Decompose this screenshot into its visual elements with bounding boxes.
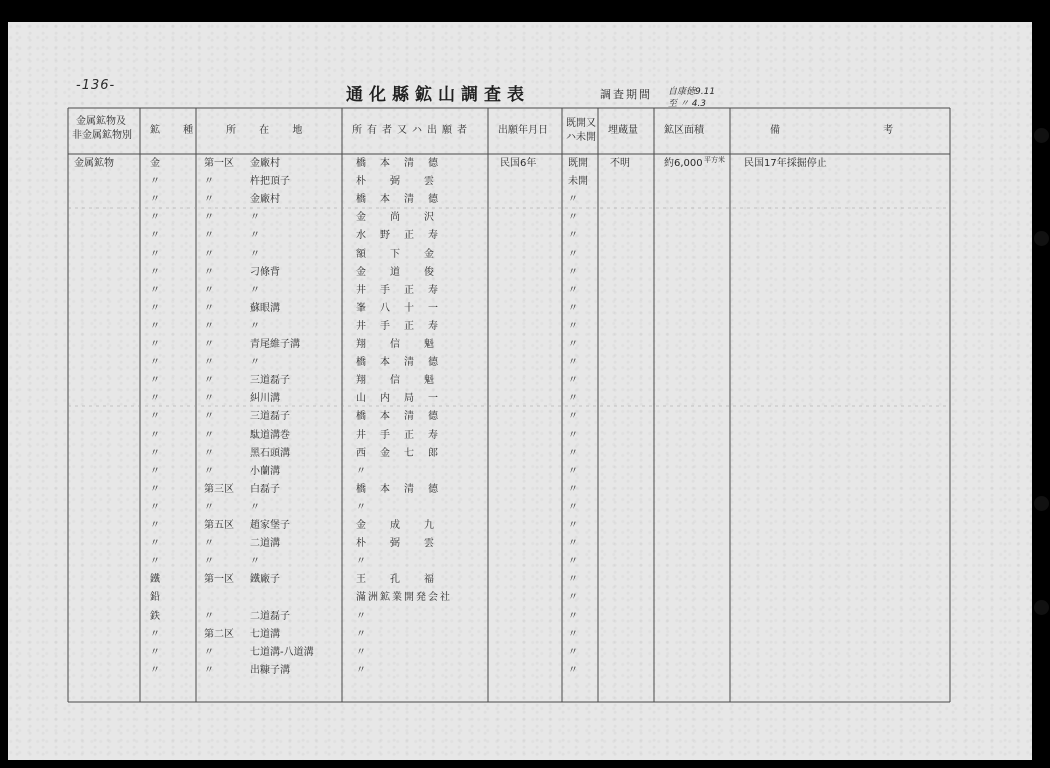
cell-owner: 〃 [356, 502, 366, 513]
cell-status: 〃 [568, 212, 578, 223]
cell-status: 〃 [568, 303, 578, 314]
header-area: 鉱区面積 [664, 125, 704, 136]
cell-type: 〃 [150, 176, 160, 187]
cell-place: 〃 [250, 230, 260, 241]
cell-status: 〃 [568, 665, 578, 676]
cell-owner: 〃 [356, 647, 366, 658]
cell-status: 未開 [568, 176, 588, 187]
cell-place: 趙家堡子 [250, 520, 290, 531]
cell-district: 〃 [204, 466, 214, 477]
cell-status: 〃 [568, 538, 578, 549]
cell-type: 〃 [150, 430, 160, 441]
cell-owner: 翔信魁 [356, 339, 458, 350]
cell-place: 二道磊子 [250, 611, 290, 622]
cell-type: 〃 [150, 647, 160, 658]
cell-type: 〃 [150, 303, 160, 314]
cell-place: 〃 [250, 502, 260, 513]
cell-district: 〃 [204, 285, 214, 296]
cell-district: 〃 [204, 212, 214, 223]
cell-place: 糾川溝 [250, 393, 280, 404]
cell-area-unit: 平方米 [704, 156, 725, 164]
cell-owner: 金道俊 [356, 267, 458, 278]
cell-place: 鐵廠子 [250, 574, 280, 585]
cell-type: 金 [150, 158, 160, 169]
cell-owner: 滿洲鉱業開発会社 [356, 592, 452, 603]
header-owner: 所有者又ハ出願者 [352, 125, 472, 136]
cell-owner: 橋本清德 [356, 484, 452, 495]
cell-status: 〃 [568, 484, 578, 495]
cell-category: 金属鉱物 [74, 158, 114, 169]
cell-district: 〃 [204, 339, 214, 350]
header-status-line2: ハ未開 [566, 132, 596, 143]
cell-status: 〃 [568, 321, 578, 332]
document-title: 通化縣鉱山調査表 [346, 85, 530, 105]
cell-owner: 井手正寿 [356, 285, 452, 296]
cell-place: 〃 [250, 556, 260, 567]
cell-owner: 朴弼雲 [356, 538, 458, 549]
binding-hole [1034, 496, 1049, 511]
cell-district: 〃 [204, 321, 214, 332]
cell-status: 〃 [568, 466, 578, 477]
cell-district: 〃 [204, 556, 214, 567]
cell-status: 〃 [568, 520, 578, 531]
cell-type: 〃 [150, 466, 160, 477]
cell-owner: 橋本清德 [356, 357, 452, 368]
cell-type: 〃 [150, 321, 160, 332]
cell-owner: 橋本清德 [356, 194, 452, 205]
cell-owner: 井手正寿 [356, 321, 452, 332]
cell-type: 〃 [150, 502, 160, 513]
header-location: 所 在 地 [226, 125, 313, 136]
cell-owner: 橋本清德 [356, 411, 452, 422]
header-date: 出願年月日 [498, 125, 548, 136]
cell-type: 〃 [150, 393, 160, 404]
cell-place: 〃 [250, 285, 260, 296]
cell-type: 〃 [150, 556, 160, 567]
header-reserves: 埋蔵量 [608, 125, 638, 136]
cell-owner: 〃 [356, 665, 366, 676]
page-number: -136- [76, 78, 116, 93]
cell-status: 〃 [568, 502, 578, 513]
cell-place: 〃 [250, 249, 260, 260]
cell-status: 〃 [568, 574, 578, 585]
cell-district: 第一区 [204, 158, 234, 169]
cell-type: 〃 [150, 629, 160, 640]
cell-type: 〃 [150, 212, 160, 223]
cell-type: 〃 [150, 230, 160, 241]
survey-period-label: 調査期間 [600, 88, 652, 101]
cell-status: 〃 [568, 339, 578, 350]
cell-type: 〃 [150, 448, 160, 459]
cell-owner: 金尚沢 [356, 212, 458, 223]
cell-district: 〃 [204, 665, 214, 676]
header-type: 鉱 種 [150, 125, 204, 136]
header-status-line1: 既開又 [566, 118, 596, 129]
cell-status: 〃 [568, 647, 578, 658]
cell-place: 三道磊子 [250, 411, 290, 422]
cell-type: 〃 [150, 267, 160, 278]
survey-period-from: 自康徳9.11 [668, 87, 716, 97]
cell-district: 〃 [204, 375, 214, 386]
cell-owner: 額下金 [356, 249, 458, 260]
cell-status: 〃 [568, 249, 578, 260]
cell-district: 〃 [204, 303, 214, 314]
binding-hole [1034, 231, 1049, 246]
cell-district: 〃 [204, 448, 214, 459]
cell-district: 〃 [204, 230, 214, 241]
cell-place: 〃 [250, 212, 260, 223]
cell-type: 〃 [150, 484, 160, 495]
cell-status: 〃 [568, 194, 578, 205]
cell-place: 青尾維子溝 [250, 339, 300, 350]
cell-place: 駄道溝巻 [250, 430, 290, 441]
cell-district: 〃 [204, 538, 214, 549]
cell-status: 〃 [568, 611, 578, 622]
cell-owner: 〃 [356, 466, 366, 477]
cell-remarks: 民国17年採掘停止 [744, 158, 827, 169]
cell-place: 三道磊子 [250, 375, 290, 386]
cell-owner: 翔信魁 [356, 375, 458, 386]
cell-status: 〃 [568, 411, 578, 422]
cell-district: 〃 [204, 393, 214, 404]
cell-type: 鐵 [150, 574, 160, 585]
cell-owner: 水野正寿 [356, 230, 452, 241]
header-category-line1: 金属鉱物及 [76, 116, 126, 127]
cell-district: 〃 [204, 411, 214, 422]
cell-status: 〃 [568, 357, 578, 368]
cell-place: 七道溝 [250, 629, 280, 640]
cell-district: 〃 [204, 267, 214, 278]
cell-place: 二道溝 [250, 538, 280, 549]
cell-status: 〃 [568, 230, 578, 241]
cell-status: 〃 [568, 393, 578, 404]
cell-place: 〃 [250, 321, 260, 332]
cell-reserves: 不明 [610, 158, 630, 169]
cell-owner: 峯八十一 [356, 303, 452, 314]
cell-place: 〃 [250, 357, 260, 368]
cell-owner: 西金七郎 [356, 448, 452, 459]
cell-date: 民国6年 [500, 158, 537, 169]
cell-owner: 金成九 [356, 520, 458, 531]
cell-type: 〃 [150, 520, 160, 531]
cell-status: 〃 [568, 430, 578, 441]
cell-district: 〃 [204, 249, 214, 260]
cell-type: 鉄 [150, 611, 160, 622]
cell-status: 〃 [568, 556, 578, 567]
cell-type: 〃 [150, 339, 160, 350]
cell-status: 〃 [568, 629, 578, 640]
cell-type: 〃 [150, 411, 160, 422]
cell-area: 約6,000 [664, 158, 703, 169]
cell-place: 七道溝-八道溝 [250, 647, 314, 658]
cell-district: 第三区 [204, 484, 234, 495]
cell-place: 白磊子 [250, 484, 280, 495]
cell-place: 金廠村 [250, 194, 280, 205]
cell-place: 金廠村 [250, 158, 280, 169]
cell-type: 〃 [150, 285, 160, 296]
cell-district: 第二区 [204, 629, 234, 640]
cell-district: 〃 [204, 430, 214, 441]
cell-owner: 橋本清德 [356, 158, 452, 169]
cell-type: 〃 [150, 538, 160, 549]
binding-hole [1034, 600, 1049, 615]
cell-owner: 王孔福 [356, 574, 458, 585]
cell-place: 刁條背 [250, 267, 280, 278]
cell-district: 〃 [204, 176, 214, 187]
cell-type: 〃 [150, 194, 160, 205]
cell-owner: 山内局一 [356, 393, 452, 404]
cell-district: 〃 [204, 502, 214, 513]
cell-status: 〃 [568, 375, 578, 386]
cell-place: 小蘭溝 [250, 466, 280, 477]
cell-district: 〃 [204, 194, 214, 205]
header-remarks: 備 考 [770, 125, 894, 136]
cell-district: 〃 [204, 611, 214, 622]
cell-place: 杵把頂子 [250, 176, 290, 187]
cell-type: 〃 [150, 357, 160, 368]
cell-type: 〃 [150, 665, 160, 676]
header-category-line2: 非金属鉱物別 [72, 130, 132, 141]
cell-owner: 朴弼雲 [356, 176, 458, 187]
cell-place: 蘇眼溝 [250, 303, 280, 314]
cell-status: 〃 [568, 448, 578, 459]
cell-type: 鉛 [150, 592, 160, 603]
cell-place: 黑石頭溝 [250, 448, 290, 459]
cell-status: 〃 [568, 267, 578, 278]
cell-status: 〃 [568, 285, 578, 296]
cell-type: 〃 [150, 375, 160, 386]
cell-district: 第一区 [204, 574, 234, 585]
survey-period-to: 至 〃 4.3 [668, 99, 707, 109]
cell-district: 第五区 [204, 520, 234, 531]
cell-type: 〃 [150, 249, 160, 260]
cell-district: 〃 [204, 647, 214, 658]
cell-owner: 井手正寿 [356, 430, 452, 441]
cell-owner: 〃 [356, 611, 366, 622]
cell-owner: 〃 [356, 556, 366, 567]
cell-district: 〃 [204, 357, 214, 368]
cell-status: 既開 [568, 158, 588, 169]
cell-place: 出糠子溝 [250, 665, 290, 676]
cell-owner: 〃 [356, 629, 366, 640]
cell-status: 〃 [568, 592, 578, 603]
binding-hole [1034, 128, 1049, 143]
